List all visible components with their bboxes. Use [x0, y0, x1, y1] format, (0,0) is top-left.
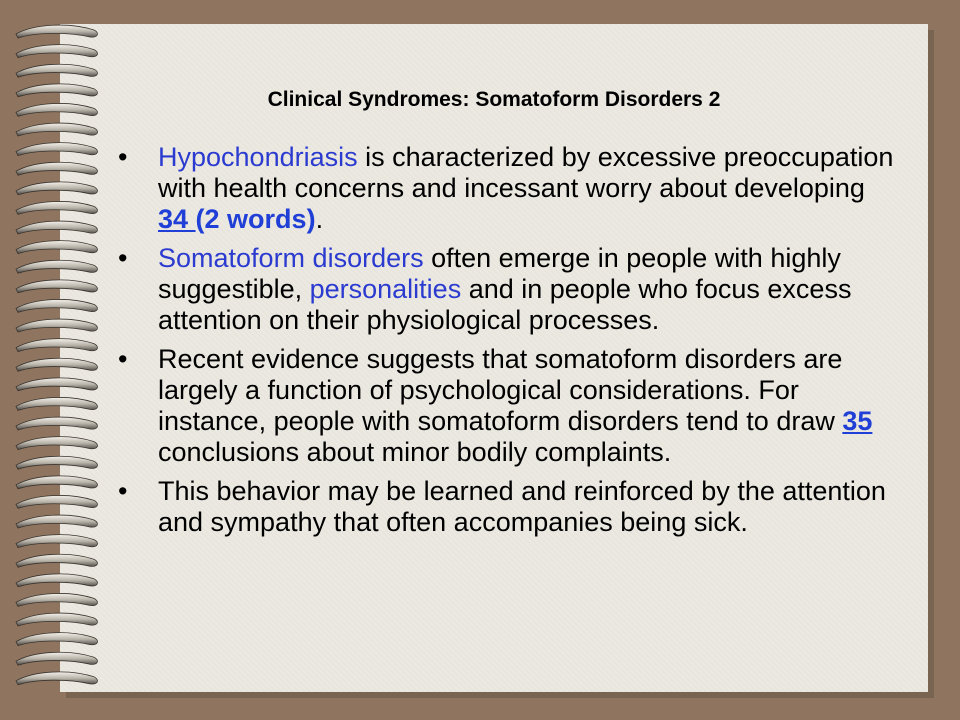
binding-ring — [16, 613, 97, 626]
binding-ring — [16, 319, 97, 332]
bullet-text: This behavior may be learned and reinforced by the attention and sympathy that often accompanies being sick. — [158, 476, 886, 537]
binding-ring — [16, 456, 97, 469]
binding-ring — [16, 260, 97, 273]
bullet-text: conclusions about minor bodily complaints. — [158, 437, 672, 467]
bullet-item — [112, 476, 902, 538]
binding-ring — [16, 45, 97, 58]
binding-ring — [16, 554, 97, 567]
binding-ring — [16, 358, 97, 371]
binding-ring — [16, 299, 97, 312]
bullet-text: often emerge in people with highly suggestible, — [158, 243, 841, 304]
binding-ring — [16, 574, 97, 587]
binding-ring — [16, 437, 97, 450]
binding-ring — [16, 241, 97, 254]
bullet-dot: • — [118, 344, 128, 374]
binding-ring — [16, 495, 97, 508]
binding-ring — [16, 535, 97, 548]
bullet-dot: • — [118, 142, 128, 172]
blank-35: 35 — [842, 406, 873, 436]
binding-ring — [16, 280, 97, 293]
bullet-item — [112, 344, 902, 468]
slide-title: Clinical Syndromes: Somatoform Disorders 2 — [267, 88, 721, 111]
binding-ring — [16, 633, 97, 646]
bullet-text: is characterized by excessive preoccupation with health concerns and incessant worry about developing — [158, 142, 894, 203]
binding-ring — [16, 162, 97, 175]
binding-ring — [16, 182, 97, 195]
binding-ring — [16, 476, 97, 489]
bullet-list — [112, 142, 902, 546]
binding-ring — [16, 397, 97, 410]
term-hypochondriasis: Hypochondriasis — [158, 142, 358, 172]
bullet-end: . — [315, 204, 324, 234]
blank-34: 34 — [158, 204, 196, 234]
binding-ring — [16, 515, 97, 528]
binding-ring — [16, 123, 97, 136]
binding-ring — [16, 143, 97, 156]
binding-ring — [16, 221, 97, 234]
term-somatoform-disorders: Somatoform disorders — [158, 243, 424, 273]
bullet-dot: • — [118, 476, 128, 506]
binding-ring — [16, 25, 97, 38]
bullet-text: and in people who focus excess attention on their physiological processes. — [158, 274, 852, 335]
bullet-item — [112, 142, 902, 235]
bullet-text: Recent evidence suggests that somatoform disorders are largely a function of psychological considerations. For instance, people with somatoform disorders tend to draw — [158, 344, 843, 436]
spiral-binding-icon — [14, 20, 104, 700]
bullet-item — [112, 243, 902, 336]
term-personalities: personalities — [309, 274, 462, 304]
binding-ring — [16, 417, 97, 430]
binding-ring — [16, 593, 97, 606]
binding-ring — [16, 672, 97, 685]
binding-ring — [16, 201, 97, 214]
binding-ring — [16, 652, 97, 665]
binding-ring — [16, 339, 97, 352]
binding-ring — [16, 378, 97, 391]
bullet-dot: • — [118, 243, 128, 273]
binding-ring — [16, 64, 97, 77]
blank-hint: (2 words) — [195, 204, 316, 234]
